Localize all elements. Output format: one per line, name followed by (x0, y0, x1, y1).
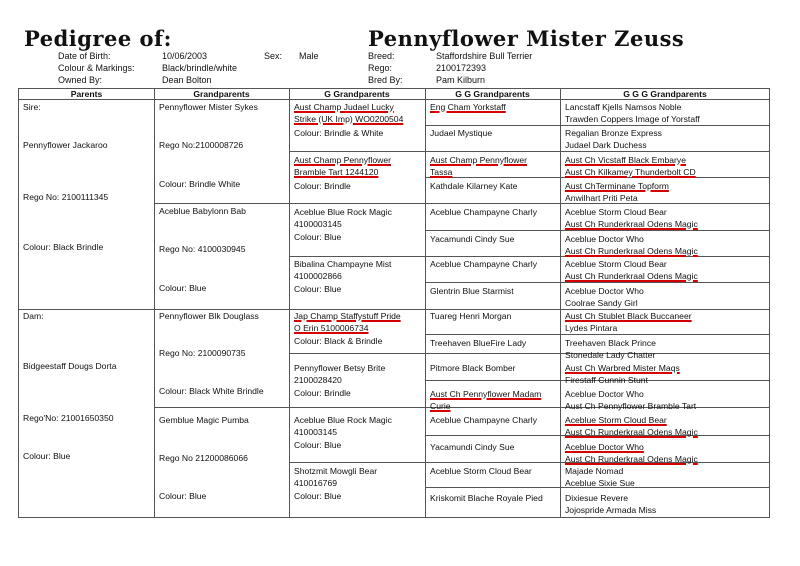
grandparent-name: Pennyflower Blk Douglass (159, 311, 259, 321)
g-grandparent-name-cont: Bramble Tart 1244120 (294, 167, 379, 177)
g-grandparent-name: Bibalina Champayne Mist (294, 259, 392, 269)
row-divider (289, 353, 769, 354)
g-grandparent-rego: 4100002866 (294, 271, 342, 281)
g-grandparent-rego: 2100028420 (294, 375, 342, 385)
column-divider (425, 89, 426, 517)
g-grandparent-colour: Colour: Brindle (294, 388, 351, 398)
g-grandparent-name: Pennyflower Betsy Brite (294, 363, 386, 373)
dam-colour: Colour: Blue (23, 451, 71, 461)
header-divider (19, 99, 769, 100)
g-grandparent-name: Aust Champ Pennyflower (294, 155, 391, 165)
g-grandparent-colour: Colour: Brindle (294, 181, 351, 191)
gg-grandparent-name: Kriskomit Blache Royale Pied (430, 493, 543, 503)
grandparent-colour: Colour: Black White Brindle (159, 386, 264, 396)
gg-grandparent-name: Treehaven BlueFire Lady (430, 338, 527, 348)
gg-grandparent-name: Aust Ch Pennyflower Madam (430, 389, 542, 399)
grandparent-colour: Colour: Blue (159, 283, 207, 293)
g-grandparent-colour: Colour: Blue (294, 232, 342, 242)
rego-value: 2100172393 (436, 63, 487, 73)
dam-label: Dam: (23, 311, 44, 321)
grandparent-name: Aceblue Babylonn Bab (159, 206, 246, 216)
grandparent-rego: Rego No: 4100030945 (159, 244, 246, 254)
pedigree-table (18, 88, 770, 518)
ggg-grandparent-name: Aust Ch Runderkraal Odens Magic (565, 246, 698, 256)
gg-grandparent-name: Eng Cham Yorkstaff (430, 102, 506, 112)
grandparent-colour: Colour: Blue (159, 491, 207, 501)
sire-label: Sire: (23, 102, 41, 112)
col-header-grandparents: Grandparents (193, 89, 250, 99)
g-grandparent-rego: 410003145 (294, 427, 338, 437)
col-header-gg-grandparents: G G Grandparents (455, 89, 530, 99)
g-grandparent-name: Jap Champ Staffystuff Pride (294, 311, 401, 321)
ggg-grandparent-name: Lydes Pintara (565, 323, 618, 333)
dam-name: Bidgeestaff Dougs Dorta (23, 361, 117, 371)
column-divider (289, 89, 290, 517)
g-grandparent-colour: Colour: Blue (294, 440, 342, 450)
pedigree-title-label: Pedigree of: (24, 26, 172, 51)
gg-grandparent-name: Aceblue Storm Cloud Bear (430, 466, 532, 476)
sire-colour: Colour: Black Brindle (23, 242, 104, 252)
ggg-grandparent-name: Aust Ch Vicstaff Black Embarye (565, 155, 687, 165)
ggg-grandparent-name: Coolrae Sandy Girl (565, 298, 638, 308)
gg-grandparent-name: Aceblue Champayne Charly (430, 259, 538, 269)
col-header-g-grandparents: G Grandparents (324, 89, 390, 99)
ggg-grandparent-name: Aceblue Doctor Who (565, 234, 644, 244)
gg-grandparent-name: Tuareg Henri Morgan (430, 311, 512, 321)
column-divider (560, 89, 561, 517)
ggg-grandparent-name: Treehaven Black Prince (565, 338, 656, 348)
sex-label: Sex: (264, 51, 283, 61)
ggg-grandparent-name: Aust Ch Runderkraal Odens Magic (565, 427, 698, 437)
gg-grandparent-name: Aceblue Champayne Charly (430, 207, 538, 217)
g-grandparent-name: Shotzmit Mowgli Bear (294, 466, 378, 476)
grandparent-name: Gemblue Magic Pumba (159, 415, 249, 425)
g-grandparent-colour: Colour: Blue (294, 284, 342, 294)
g-grandparent-colour: Colour: Black & Brindle (294, 336, 383, 346)
ggg-grandparent-name: Stonedale Lady Chatter (565, 350, 656, 360)
column-divider (154, 89, 155, 517)
sire-name: Pennyflower Jackaroo (23, 140, 108, 150)
g-grandparent-name-cont-text: Strike (UK Imp) WO0200504 (294, 114, 404, 124)
col-header-parents: Parents (70, 89, 103, 99)
g-grandparent-name-cont: O Erin 5100006734 (294, 323, 369, 333)
row-divider (154, 203, 769, 204)
dam-rego: Rego'No: 21001650350 (23, 413, 114, 423)
ggg-grandparent-name: Aceblue Sixie Sue (565, 478, 635, 488)
bredby-label: Bred By: (368, 75, 403, 85)
colour-label: Colour & Markings: (58, 63, 135, 73)
gg-grandparent-name: Pitmore Black Bomber (430, 363, 516, 373)
ggg-grandparent-name: Aust Ch Runderkraal Odens Magic (565, 454, 698, 464)
ggg-grandparent-name: Aceblue Storm Cloud Bear (565, 207, 667, 217)
g-grandparent-colour: Colour: Blue (294, 491, 342, 501)
ggg-grandparent-name: Dixiesue Revere (565, 493, 629, 503)
g-grandparent-name: Aceblue Blue Rock Magic (294, 207, 392, 217)
gg-grandparent-name: Kathdale Kilarney Kate (430, 181, 518, 191)
dog-name-title: Pennyflower Mister Zeuss (368, 26, 685, 51)
breed-label: Breed: (368, 51, 395, 61)
grandparent-name: Pennyflower Mister Sykes (159, 102, 258, 112)
ggg-grandparent-name: Aceblue Doctor Who (565, 389, 644, 399)
grandparent-colour: Colour: Brindle White (159, 179, 241, 189)
grandparent-rego: Rego No: 2100090735 (159, 348, 246, 358)
ggg-grandparent-name: Aceblue Storm Cloud Bear (565, 415, 667, 425)
ggg-grandparent-name: Aust Ch Runderkraal Odens Magic (565, 271, 698, 281)
breed-value: Staffordshire Bull Terrier (436, 51, 533, 61)
gg-grandparent-name: Yacamundi Cindy Sue (430, 234, 515, 244)
gg-grandparent-name: Aust Champ Pennyflower (430, 155, 527, 165)
owner-label: Owned By: (58, 75, 103, 85)
ggg-grandparent-name: Aust Ch Pennyflower Bramble Tart (565, 401, 697, 411)
row-divider (289, 151, 769, 152)
ggg-grandparent-name: Firestaff Cunnin Stunt (565, 375, 648, 385)
sire-dam-divider (19, 309, 769, 310)
ggg-grandparent-name: Aceblue Doctor Who (565, 442, 644, 452)
ggg-grandparent-name: Aust Ch Warbred Mister Maqs (565, 363, 680, 373)
sire-rego: Rego No: 2100111345 (23, 192, 109, 202)
ggg-grandparent-name: Judael Dark Duchess (565, 140, 647, 150)
gg-grandparent-name: Yacamundi Cindy Sue (430, 442, 515, 452)
g-grandparent-name: Aceblue Blue Rock Magic (294, 415, 392, 425)
g-grandparent-name: Aust Champ Judael Lucky (294, 102, 394, 112)
g-grandparent-name-cont (294, 114, 403, 126)
g-grandparent-rego: 410016769 (294, 478, 338, 488)
dob-value: 10/06/2003 (162, 51, 208, 61)
col-header-ggg-grandparents: G G G Grandparents (623, 89, 707, 99)
g-grandparent-colour: Colour: Brindle & White (294, 128, 384, 138)
ggg-grandparent-name: Anwilhart Priti Peta (565, 193, 638, 203)
grandparent-rego: Rego No 21200086066 (159, 453, 248, 463)
ggg-grandparent-name: Aust Ch Runderkraal Odens Magic (565, 219, 698, 229)
ggg-grandparent-name: Jojospride Armada Miss (565, 505, 657, 515)
bredby-value: Pam Kilburn (436, 75, 486, 85)
gg-grandparent-name: Judael Mystique (430, 128, 493, 138)
grandparent-rego: Rego No:2100008726 (159, 140, 244, 150)
owner-value: Dean Bolton (162, 75, 212, 85)
ggg-grandparent-name: Aceblue Storm Cloud Bear (565, 259, 667, 269)
ggg-grandparent-name: Majade Nomad (565, 466, 624, 476)
ggg-grandparent-name: Trawden Coppers Image of Yorstaff (565, 114, 700, 124)
gg-grandparent-name-cont: Tassa (430, 167, 453, 177)
rego-label: Rego: (368, 63, 393, 73)
g-grandparent-rego: 4100003145 (294, 219, 342, 229)
gg-grandparent-name: Glentrin Blue Starmist (430, 286, 514, 296)
ggg-grandparent-name: Aust ChTerminane Topform (565, 181, 669, 191)
ggg-grandparent-name: Aceblue Doctor Who (565, 286, 644, 296)
ggg-grandparent-name: Aust Ch Kilkamey Thunderbolt CD (565, 167, 696, 177)
ggg-grandparent-name: Regalian Bronze Express (565, 128, 662, 138)
ggg-grandparent-name: Aust Ch Stublet Black Buccaneer (565, 311, 692, 321)
colour-value: Black/brindle/white (162, 63, 238, 73)
gg-grandparent-name-cont: Curie (430, 401, 451, 411)
dob-label: Date of Birth: (58, 51, 111, 61)
gg-grandparent-name: Aceblue Champayne Charly (430, 415, 538, 425)
sex-value: Male (299, 51, 319, 61)
ggg-grandparent-name: Lancstaff Kjells Namsos Noble (565, 102, 682, 112)
